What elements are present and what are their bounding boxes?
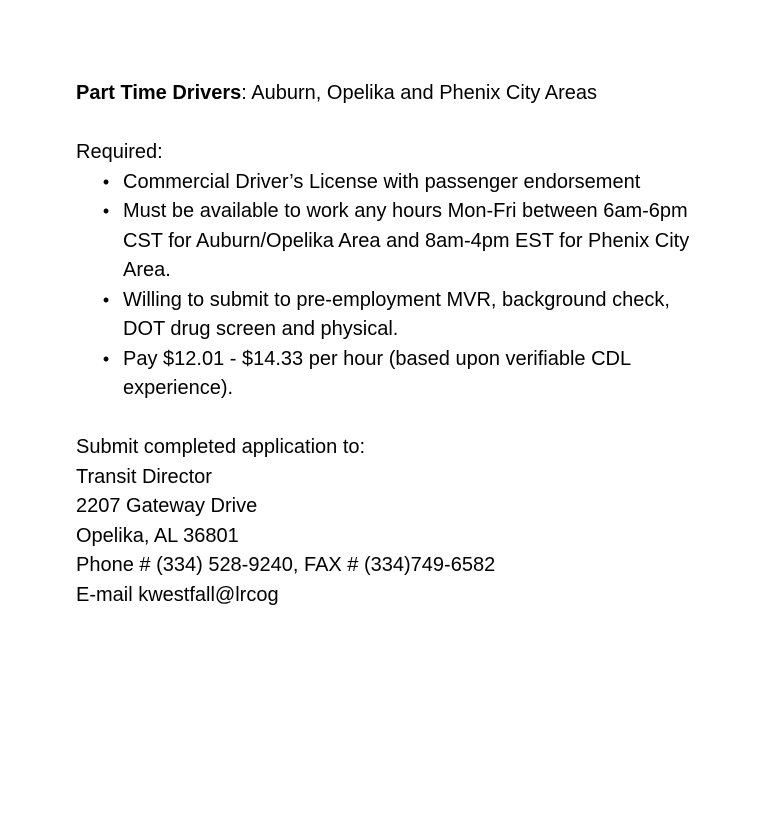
bullet-icon: •: [102, 348, 110, 369]
requirement-item: [76, 286, 716, 345]
bullet-icon: •: [102, 201, 110, 221]
bullet-icon: •: [102, 171, 110, 192]
requirement-item: [76, 345, 716, 404]
posting-title-bold: Part Time Drivers: [76, 82, 242, 104]
requirement-item: [76, 168, 716, 198]
requirements-label: Required:: [76, 141, 163, 163]
requirements-list: [76, 168, 716, 404]
requirement-text: Willing to submit to pre-employment MVR, background check, DOT drug screen and physical.: [123, 288, 670, 340]
requirement-text: Pay $12.01 - $14.33 per hour (based upon verifiable CDL experience).: [123, 347, 631, 399]
recipient-title: Transit Director: [76, 465, 212, 488]
blank-line: [76, 404, 716, 434]
email-line: E-mail kwestfall@lrcog: [76, 583, 279, 606]
submission-intro: Submit completed application to:: [76, 436, 366, 458]
posting-title: [76, 79, 716, 109]
requirement-text: Commercial Driver’s License with passenger endorsement: [123, 170, 641, 193]
posting-title-locations: : Auburn, Opelika and Phenix City Areas: [241, 82, 598, 104]
bullet-icon: •: [102, 289, 110, 310]
city-state-zip: Opelika, AL 36801: [76, 524, 239, 547]
street-address: 2207 Gateway Drive: [76, 495, 258, 517]
phone-fax: Phone # (334) 528-9240, FAX # (334)749-6582: [76, 554, 496, 576]
requirement-text: Must be available to work any hours Mon-Fri between 6am-6pm CST for Auburn/Opelika Area and 8am-4pm EST for Phenix City Area.: [123, 200, 690, 281]
requirement-item: [76, 197, 716, 286]
blank-line: [76, 109, 716, 139]
job-posting-document: [76, 79, 716, 610]
